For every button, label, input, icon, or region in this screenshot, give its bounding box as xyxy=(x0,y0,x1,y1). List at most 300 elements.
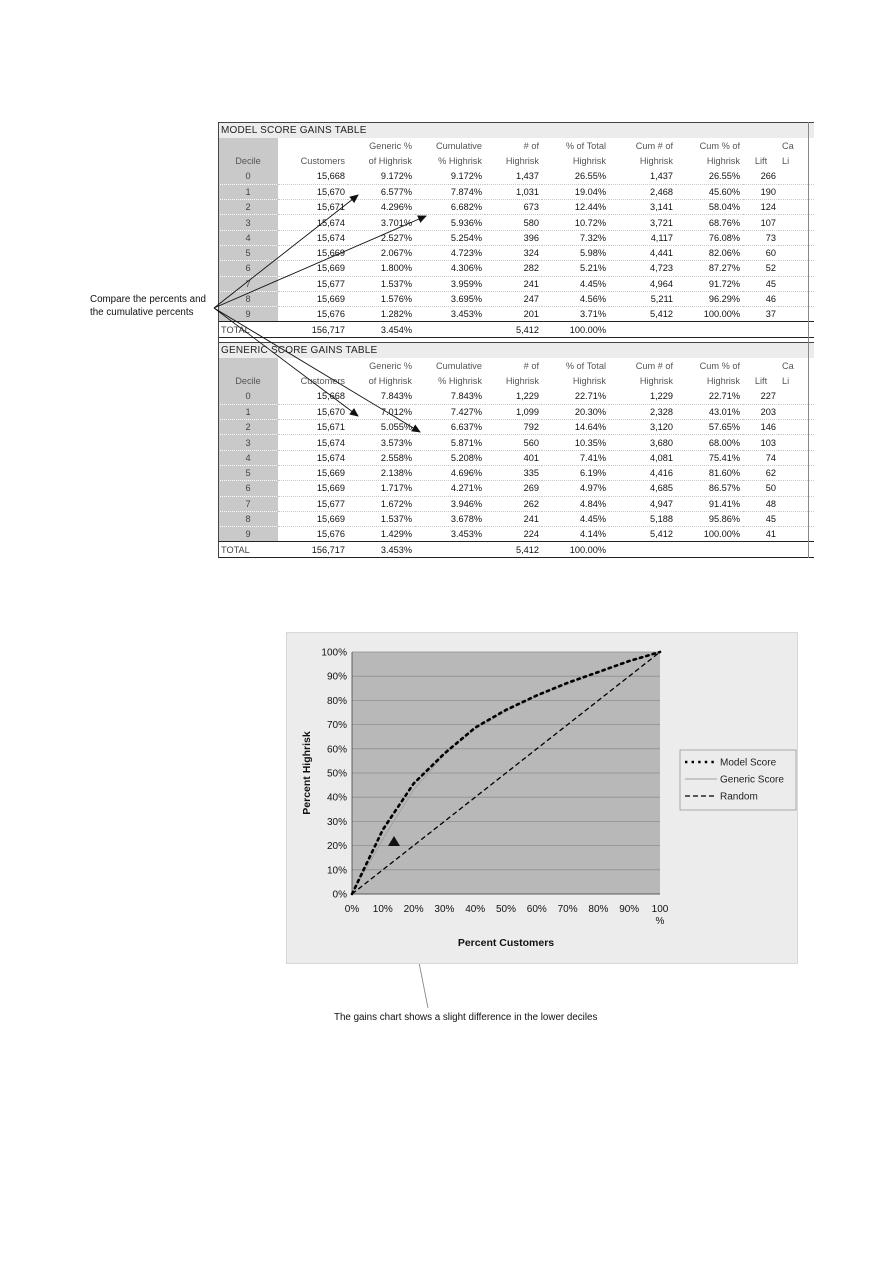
table-cell: 103 xyxy=(743,435,779,450)
total-cell: 5,412 xyxy=(485,322,542,337)
total-cell: 156,717 xyxy=(278,542,348,557)
column-header: Lift xyxy=(754,376,768,386)
column-header: % of Total xyxy=(565,140,606,151)
column-header xyxy=(218,358,278,373)
column-header: % Highrisk xyxy=(438,376,482,386)
legend-label-generic: Generic Score xyxy=(720,774,784,786)
decile-cell: 5 xyxy=(218,465,278,480)
table-cell: 82.06% xyxy=(676,245,743,260)
table-cell: 3,141 xyxy=(609,200,676,215)
table-cell: 2.138% xyxy=(348,465,415,480)
y-tick-label: 50% xyxy=(326,768,347,780)
column-header xyxy=(743,358,779,373)
table-row xyxy=(218,420,814,435)
table-cell: 6.637% xyxy=(415,420,485,435)
total-cell xyxy=(609,322,676,337)
table-cell: 4.45% xyxy=(542,276,609,291)
column-header: Li xyxy=(782,156,790,166)
table-row xyxy=(218,511,814,526)
table-right-border xyxy=(808,122,809,558)
table-cell: 68.00% xyxy=(676,435,743,450)
table-cell: 50 xyxy=(743,481,779,496)
table-cell: 7.32% xyxy=(542,230,609,245)
table-cell: 5,412 xyxy=(609,307,676,322)
decile-cell: 6 xyxy=(218,261,278,276)
table-cell: 4.271% xyxy=(415,481,485,496)
table-cell: 58.04% xyxy=(676,200,743,215)
table-cell: 15,669 xyxy=(278,261,348,276)
x-tick-label: 60% xyxy=(526,904,547,915)
column-header: Decile xyxy=(218,153,278,169)
table-cell: 1.576% xyxy=(348,291,415,306)
table-cell: 91.72% xyxy=(676,276,743,291)
y-tick-label: 80% xyxy=(326,695,347,707)
table-cell: 9.172% xyxy=(415,169,485,184)
table-cell: 3,721 xyxy=(609,215,676,230)
y-tick-label: 40% xyxy=(326,792,347,804)
table-cell: 4.723% xyxy=(415,245,485,260)
table-cell: 396 xyxy=(485,230,542,245)
column-header xyxy=(743,138,779,153)
table-cell: 68.76% xyxy=(676,215,743,230)
column-header: Highrisk xyxy=(706,376,740,386)
table-cell: 15,677 xyxy=(278,496,348,511)
table-cell: 15,669 xyxy=(278,245,348,260)
table-cell: 9.172% xyxy=(348,169,415,184)
table-cell: 5.98% xyxy=(542,245,609,260)
x-tick-label-number: 100 xyxy=(651,904,669,915)
table-cell: 4.296% xyxy=(348,200,415,215)
chart-caption: The gains chart shows a slight difference in the lower deciles xyxy=(334,1012,598,1023)
x-tick-label: 10% xyxy=(372,904,393,915)
table-row xyxy=(218,291,814,306)
column-header: # of xyxy=(523,140,539,151)
table-cell: 96.29% xyxy=(676,291,743,306)
decile-cell: 7 xyxy=(218,496,278,511)
legend-label-random: Random xyxy=(720,791,758,803)
total-row xyxy=(218,322,814,337)
table-cell: 1.717% xyxy=(348,481,415,496)
table-cell: 266 xyxy=(743,169,779,184)
table-cell: 5.254% xyxy=(415,230,485,245)
table-row xyxy=(218,215,814,230)
table-row xyxy=(218,465,814,480)
table-cell: 6.577% xyxy=(348,184,415,199)
table-cell: 4,416 xyxy=(609,465,676,480)
column-header: Highrisk xyxy=(639,376,673,386)
table-cell: 3.453% xyxy=(415,527,485,542)
table-cell: 46 xyxy=(743,291,779,306)
table-cell: 5.936% xyxy=(415,215,485,230)
table-cell: 560 xyxy=(485,435,542,450)
table-cell: 75.41% xyxy=(676,450,743,465)
table-cell: 15,674 xyxy=(278,435,348,450)
table-cell: 95.86% xyxy=(676,511,743,526)
table-left-border xyxy=(218,122,219,558)
table-cell: 4.84% xyxy=(542,496,609,511)
y-tick-label: 0% xyxy=(332,889,347,901)
table-cell: 4,723 xyxy=(609,261,676,276)
table-row xyxy=(218,276,814,291)
table-cell: 57.65% xyxy=(676,420,743,435)
table-cell: 3.453% xyxy=(415,307,485,322)
table-cell: 282 xyxy=(485,261,542,276)
total-cell xyxy=(415,542,485,557)
table-cell: 7.41% xyxy=(542,450,609,465)
table-cell: 6.682% xyxy=(415,200,485,215)
table-cell: 100.00% xyxy=(676,307,743,322)
total-cell xyxy=(676,542,743,557)
decile-cell: 9 xyxy=(218,307,278,322)
table-cell: 45 xyxy=(743,276,779,291)
table-cell: 12.44% xyxy=(542,200,609,215)
decile-cell: 3 xyxy=(218,215,278,230)
table-row xyxy=(218,184,814,199)
table-row xyxy=(218,450,814,465)
table-cell: 1.537% xyxy=(348,276,415,291)
table-cell: 324 xyxy=(485,245,542,260)
column-header: Customers xyxy=(300,156,345,166)
table-cell: 1.537% xyxy=(348,511,415,526)
table-cell: 227 xyxy=(743,389,779,404)
table-cell: 2.527% xyxy=(348,230,415,245)
table-cell: 5.21% xyxy=(542,261,609,276)
x-tick-label-percent: % xyxy=(655,916,665,927)
x-tick-label: 0% xyxy=(344,904,360,915)
table-cell: 87.27% xyxy=(676,261,743,276)
table-cell: 4.306% xyxy=(415,261,485,276)
total-cell: 3.453% xyxy=(348,542,415,557)
table-cell: 5.871% xyxy=(415,435,485,450)
table-cell: 1.800% xyxy=(348,261,415,276)
y-tick-label: 70% xyxy=(326,720,347,732)
table-cell: 43.01% xyxy=(676,404,743,419)
table-cell: 7.843% xyxy=(348,389,415,404)
table-cell: 86.57% xyxy=(676,481,743,496)
table-row xyxy=(218,389,814,404)
table-cell: 792 xyxy=(485,420,542,435)
compare-annotation-line2: the cumulative percents xyxy=(90,306,194,318)
table-cell: 60 xyxy=(743,245,779,260)
table-row xyxy=(218,169,814,184)
table-cell: 15,669 xyxy=(278,465,348,480)
table-cell: 4.696% xyxy=(415,465,485,480)
table-cell: 1,229 xyxy=(485,389,542,404)
column-header: Cumulative xyxy=(436,140,482,151)
total-cell: 100.00% xyxy=(542,542,609,557)
table-cell: 45 xyxy=(743,511,779,526)
gains-chart xyxy=(286,632,798,964)
table-cell: 15,670 xyxy=(278,184,348,199)
column-header: Ca xyxy=(782,360,794,371)
table-cell: 74 xyxy=(743,450,779,465)
table-cell: 3,120 xyxy=(609,420,676,435)
table-cell: 3.695% xyxy=(415,291,485,306)
total-cell: 156,717 xyxy=(278,322,348,337)
table-cell: 20.30% xyxy=(542,404,609,419)
table-cell: 1.429% xyxy=(348,527,415,542)
table-cell: 81.60% xyxy=(676,465,743,480)
legend xyxy=(680,750,796,810)
table-cell: 335 xyxy=(485,465,542,480)
decile-cell: 1 xyxy=(218,404,278,419)
column-header: % Highrisk xyxy=(438,156,482,166)
decile-cell: 8 xyxy=(218,291,278,306)
table-row xyxy=(218,200,814,215)
x-tick-label: 90% xyxy=(619,904,640,915)
column-header: Li xyxy=(782,376,790,386)
y-tick-label: 100% xyxy=(321,647,347,659)
decile-cell: 2 xyxy=(218,200,278,215)
table-cell: 2.558% xyxy=(348,450,415,465)
table-row xyxy=(218,527,814,542)
decile-cell: 9 xyxy=(218,527,278,542)
header-row xyxy=(218,373,814,389)
table-cell: 15,674 xyxy=(278,230,348,245)
table-cell: 15,669 xyxy=(278,511,348,526)
table-cell: 4,081 xyxy=(609,450,676,465)
table-cell: 201 xyxy=(485,307,542,322)
table-cell: 580 xyxy=(485,215,542,230)
table-cell: 241 xyxy=(485,511,542,526)
total-cell: 5,412 xyxy=(485,542,542,557)
table-cell: 1,099 xyxy=(485,404,542,419)
table-cell: 41 xyxy=(743,527,779,542)
total-label: TOTAL xyxy=(218,542,278,557)
column-header: Highrisk xyxy=(572,156,606,166)
y-tick-label: 90% xyxy=(326,671,347,683)
total-row xyxy=(218,542,814,557)
table-cell: 4,441 xyxy=(609,245,676,260)
decile-cell: 4 xyxy=(218,450,278,465)
gains-tables xyxy=(218,122,814,558)
model-table-title: MODEL SCORE GAINS TABLE xyxy=(218,122,814,138)
decile-cell: 6 xyxy=(218,481,278,496)
table-cell: 91.41% xyxy=(676,496,743,511)
table-cell: 107 xyxy=(743,215,779,230)
table-cell: 45.60% xyxy=(676,184,743,199)
table-cell: 15,676 xyxy=(278,527,348,542)
table-cell: 52 xyxy=(743,261,779,276)
table-cell: 1,437 xyxy=(609,169,676,184)
compare-annotation-line1: Compare the percents and xyxy=(90,294,206,305)
x-tick-label: 50% xyxy=(495,904,517,915)
table-cell: 7.427% xyxy=(415,404,485,419)
x-tick-label: 70% xyxy=(557,904,578,915)
table-cell: 1.282% xyxy=(348,307,415,322)
total-cell xyxy=(743,322,779,337)
column-header: Ca xyxy=(782,140,794,151)
x-tick-label: 40% xyxy=(465,904,486,915)
column-header: Cum # of xyxy=(635,360,673,371)
table-cell: 124 xyxy=(743,200,779,215)
table-cell: 10.35% xyxy=(542,435,609,450)
legend-label-model: Model Score xyxy=(720,757,777,769)
table-row xyxy=(218,307,814,322)
column-header xyxy=(278,358,348,373)
column-header: Customers xyxy=(300,376,345,386)
table-cell: 15,668 xyxy=(278,169,348,184)
table-cell: 4.14% xyxy=(542,527,609,542)
column-header: Generic % xyxy=(369,360,412,371)
table-cell: 5,188 xyxy=(609,511,676,526)
table-cell: 5.208% xyxy=(415,450,485,465)
column-header: Highrisk xyxy=(505,376,539,386)
table-cell: 62 xyxy=(743,465,779,480)
table-cell: 15,670 xyxy=(278,404,348,419)
x-tick-label: 80% xyxy=(588,904,609,915)
column-header: Highrisk xyxy=(572,376,606,386)
decile-cell: 0 xyxy=(218,389,278,404)
table-cell: 2.067% xyxy=(348,245,415,260)
column-header: Cum % of xyxy=(699,360,740,371)
table-cell: 3.701% xyxy=(348,215,415,230)
table-cell: 15,669 xyxy=(278,291,348,306)
column-header: Cum # of xyxy=(635,140,673,151)
table-cell: 262 xyxy=(485,496,542,511)
table-cell: 241 xyxy=(485,276,542,291)
table-cell: 26.55% xyxy=(676,169,743,184)
table-cell: 15,668 xyxy=(278,389,348,404)
table-cell: 247 xyxy=(485,291,542,306)
table-cell: 22.71% xyxy=(676,389,743,404)
column-header xyxy=(278,138,348,153)
table-cell: 3,680 xyxy=(609,435,676,450)
gains-chart-svg xyxy=(286,632,798,964)
column-header: Decile xyxy=(218,373,278,389)
column-header: Highrisk xyxy=(639,156,673,166)
table-cell: 76.08% xyxy=(676,230,743,245)
table-cell: 269 xyxy=(485,481,542,496)
column-header: of Highrisk xyxy=(368,376,412,386)
table-cell: 15,669 xyxy=(278,481,348,496)
table-cell: 37 xyxy=(743,307,779,322)
decile-cell: 3 xyxy=(218,435,278,450)
header-row xyxy=(218,138,814,153)
table-cell: 4.45% xyxy=(542,511,609,526)
decile-cell: 7 xyxy=(218,276,278,291)
header-row xyxy=(218,153,814,169)
table-cell: 7.012% xyxy=(348,404,415,419)
x-tick-label: 30% xyxy=(434,904,455,915)
total-cell: 3.454% xyxy=(348,322,415,337)
column-header: of Highrisk xyxy=(368,156,412,166)
table-cell: 1,437 xyxy=(485,169,542,184)
table-cell: 1,031 xyxy=(485,184,542,199)
table-row xyxy=(218,481,814,496)
table-cell: 48 xyxy=(743,496,779,511)
table-cell: 100.00% xyxy=(676,527,743,542)
table-cell: 4.56% xyxy=(542,291,609,306)
table-cell: 1,229 xyxy=(609,389,676,404)
y-tick-label: 30% xyxy=(326,816,347,828)
table-cell: 15,677 xyxy=(278,276,348,291)
decile-cell: 4 xyxy=(218,230,278,245)
table-cell: 14.64% xyxy=(542,420,609,435)
table-cell: 6.19% xyxy=(542,465,609,480)
table-row xyxy=(218,404,814,419)
decile-cell: 1 xyxy=(218,184,278,199)
table-cell: 5.055% xyxy=(348,420,415,435)
table-cell: 7.874% xyxy=(415,184,485,199)
table-cell: 10.72% xyxy=(542,215,609,230)
table-cell: 26.55% xyxy=(542,169,609,184)
column-header: Generic % xyxy=(369,140,412,151)
table-cell: 190 xyxy=(743,184,779,199)
column-header: Lift xyxy=(754,156,768,166)
table-cell: 3.946% xyxy=(415,496,485,511)
table-row xyxy=(218,230,814,245)
column-header: Cumulative xyxy=(436,360,482,371)
table-cell: 224 xyxy=(485,527,542,542)
table-cell: 7.843% xyxy=(415,389,485,404)
column-header: Highrisk xyxy=(706,156,740,166)
total-cell xyxy=(743,542,779,557)
y-tick-label: 60% xyxy=(326,744,347,756)
x-tick-label xyxy=(652,904,669,927)
table-row xyxy=(218,261,814,276)
decile-cell: 5 xyxy=(218,245,278,260)
total-cell: 100.00% xyxy=(542,322,609,337)
table-cell: 4,685 xyxy=(609,481,676,496)
table-cell: 4,117 xyxy=(609,230,676,245)
table-cell: 401 xyxy=(485,450,542,465)
table-cell: 203 xyxy=(743,404,779,419)
table-cell: 3.573% xyxy=(348,435,415,450)
x-tick-label: 20% xyxy=(403,904,424,915)
table-cell: 5,211 xyxy=(609,291,676,306)
table-cell: 1.672% xyxy=(348,496,415,511)
column-header: Highrisk xyxy=(505,156,539,166)
table-cell: 673 xyxy=(485,200,542,215)
total-cell xyxy=(676,322,743,337)
y-axis-title: Percent Highrisk xyxy=(301,731,313,815)
total-label: TOTAL xyxy=(218,322,278,337)
table-cell: 4.97% xyxy=(542,481,609,496)
table-cell: 3.678% xyxy=(415,511,485,526)
decile-cell: 0 xyxy=(218,169,278,184)
column-header: Cum % of xyxy=(699,140,740,151)
compare-annotation xyxy=(90,294,206,319)
table-cell: 5,412 xyxy=(609,527,676,542)
y-tick-label: 20% xyxy=(326,841,347,853)
generic-table-title: GENERIC SCORE GAINS TABLE xyxy=(218,342,814,358)
y-tick-label: 10% xyxy=(326,865,347,877)
table-cell: 3.71% xyxy=(542,307,609,322)
decile-cell: 8 xyxy=(218,511,278,526)
x-axis-title: Percent Customers xyxy=(457,937,555,949)
table-cell: 15,674 xyxy=(278,215,348,230)
table-row xyxy=(218,245,814,260)
table-cell: 22.71% xyxy=(542,389,609,404)
generic-score-gains-table xyxy=(218,358,814,558)
table-cell: 4,964 xyxy=(609,276,676,291)
table-cell: 15,676 xyxy=(278,307,348,322)
table-cell: 146 xyxy=(743,420,779,435)
total-cell xyxy=(415,322,485,337)
column-header xyxy=(218,138,278,153)
total-cell xyxy=(609,542,676,557)
model-score-gains-table xyxy=(218,138,814,338)
table-cell: 19.04% xyxy=(542,184,609,199)
table-row xyxy=(218,435,814,450)
column-header: # of xyxy=(523,360,539,371)
table-cell: 15,671 xyxy=(278,420,348,435)
table-row xyxy=(218,496,814,511)
decile-cell: 2 xyxy=(218,420,278,435)
table-cell: 4,947 xyxy=(609,496,676,511)
table-cell: 15,671 xyxy=(278,200,348,215)
